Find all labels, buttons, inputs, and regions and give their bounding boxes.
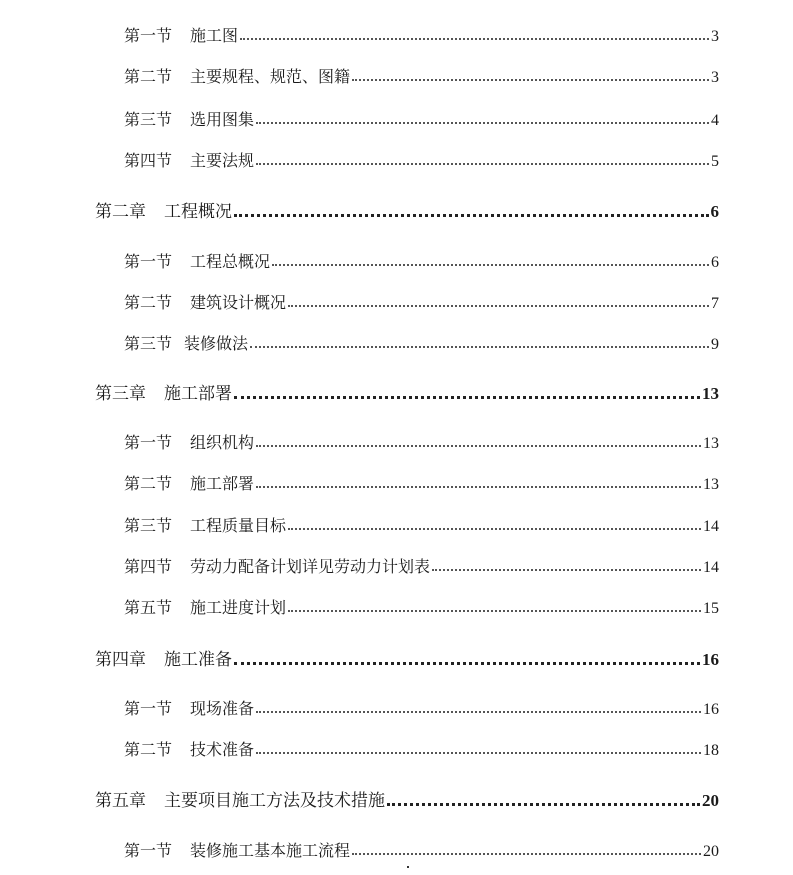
toc-entry-title: 工程质量目标 [190,516,287,535]
toc-entry[interactable] [124,106,719,130]
dot-leader [256,122,709,124]
toc-entry[interactable] [124,22,719,46]
toc-entry[interactable] [124,63,719,87]
toc-entry-title: 工程总概况 [190,252,271,271]
toc-entry-number: 第二节 [124,293,173,312]
toc-entry-title: 劳动力配备计划详见劳动力计划表 [190,557,431,576]
footer-dot [407,866,409,868]
toc-entry-number: 第一节 [124,699,173,718]
toc-entry[interactable] [124,330,719,354]
toc-entry-page-number: 6 [711,254,719,271]
toc-entry-title: 施工图 [190,26,239,45]
toc-entry-title: 施工部署 [164,384,232,404]
toc-entry-page-number: 5 [711,153,719,170]
dot-leader [256,752,701,754]
toc-entry-title: 技术准备 [190,740,255,759]
toc-entry-page-number: 7 [711,295,719,312]
toc-entry[interactable] [95,198,719,222]
toc-entry-number: 第三节 [124,110,173,129]
toc-entry-page-number: 13 [703,435,719,452]
toc-entry-number: 第一节 [124,252,173,271]
toc-entry[interactable] [124,837,719,861]
dot-leader [256,163,709,165]
toc-entry-title: 装修做法 [184,334,249,353]
dot-leader [272,264,709,266]
toc-entry[interactable] [124,736,719,760]
dot-leader [288,610,701,612]
toc-entry[interactable] [124,289,719,313]
dot-leader [234,396,700,399]
toc-entry-title: 装修施工基本施工流程 [190,841,351,860]
toc-entry[interactable] [95,787,719,811]
dot-leader [256,711,701,713]
toc-entry[interactable] [124,429,719,453]
dot-leader [240,38,709,40]
toc-entry[interactable] [124,512,719,536]
toc-entry-page-number: 20 [703,843,719,860]
toc-entry-page-number: 20 [702,791,719,810]
toc-entry-number: 第二节 [124,67,173,86]
toc-entry-number: 第二节 [124,740,173,759]
toc-entry-number: 第五节 [124,598,173,617]
toc-entry[interactable] [124,594,719,618]
toc-entry[interactable] [124,248,719,272]
toc-entry-page-number: 13 [703,476,719,493]
dot-leader [234,662,700,665]
dot-leader [234,214,709,217]
toc-entry-number: 第三节 [124,516,173,535]
toc-entry-number: 第三章 [95,384,146,404]
toc-entry-page-number: 3 [711,69,719,86]
toc-entry-title: 施工进度计划 [190,598,287,617]
toc-entry-title: 施工准备 [164,650,232,670]
toc-entry-number: 第三节 [124,334,173,353]
dot-leader [387,803,700,806]
toc-entry[interactable] [124,553,719,577]
toc-entry-page-number: 15 [703,600,719,617]
toc-entry-title: 施工部署 [190,474,255,493]
dot-leader [432,569,701,571]
toc-entry[interactable] [124,147,719,171]
dot-leader [256,445,701,447]
dot-leader [256,486,701,488]
dot-leader [288,528,701,530]
toc-entry-number: 第四节 [124,557,173,576]
toc-entry-title: 主要规程、规范、图籍 [190,67,351,86]
toc-entry-page-number: 16 [702,650,719,669]
toc-entry[interactable] [124,695,719,719]
toc-entry-page-number: 3 [711,28,719,45]
toc-entry-title: 工程概况 [164,202,232,222]
toc-entry[interactable] [95,646,719,670]
toc-entry-page-number: 14 [703,518,719,535]
dot-leader [352,853,701,855]
dot-leader [352,79,709,81]
toc-entry-title: 组织机构 [190,433,255,452]
toc-entry-number: 第二章 [95,202,146,222]
toc-entry-number: 第五章 [95,791,146,811]
toc-entry[interactable] [95,380,719,404]
toc-entry-number: 第四节 [124,151,173,170]
toc-entry-page-number: 16 [703,701,719,718]
toc-entry-number: 第一节 [124,433,173,452]
dot-leader [250,346,709,348]
dot-leader [288,305,709,307]
toc-entry-title: 现场准备 [190,699,255,718]
toc-entry-page-number: 9 [711,336,719,353]
toc-entry-number: 第四章 [95,650,146,670]
toc-entry-number: 第一节 [124,841,173,860]
toc-entry-number: 第二节 [124,474,173,493]
toc-entry-page-number: 18 [703,742,719,759]
toc-entry[interactable] [124,470,719,494]
toc-entry-title: 建筑设计概况 [190,293,287,312]
toc-entry-page-number: 4 [711,112,719,129]
toc-entry-page-number: 6 [710,202,719,221]
toc-entry-title: 主要法规 [190,151,255,170]
toc-entry-number: 第一节 [124,26,173,45]
toc-entry-page-number: 14 [703,559,719,576]
toc-entry-title: 选用图集 [190,110,255,129]
toc-entry-page-number: 13 [702,384,719,403]
toc-entry-title: 主要项目施工方法及技术措施 [164,791,385,811]
